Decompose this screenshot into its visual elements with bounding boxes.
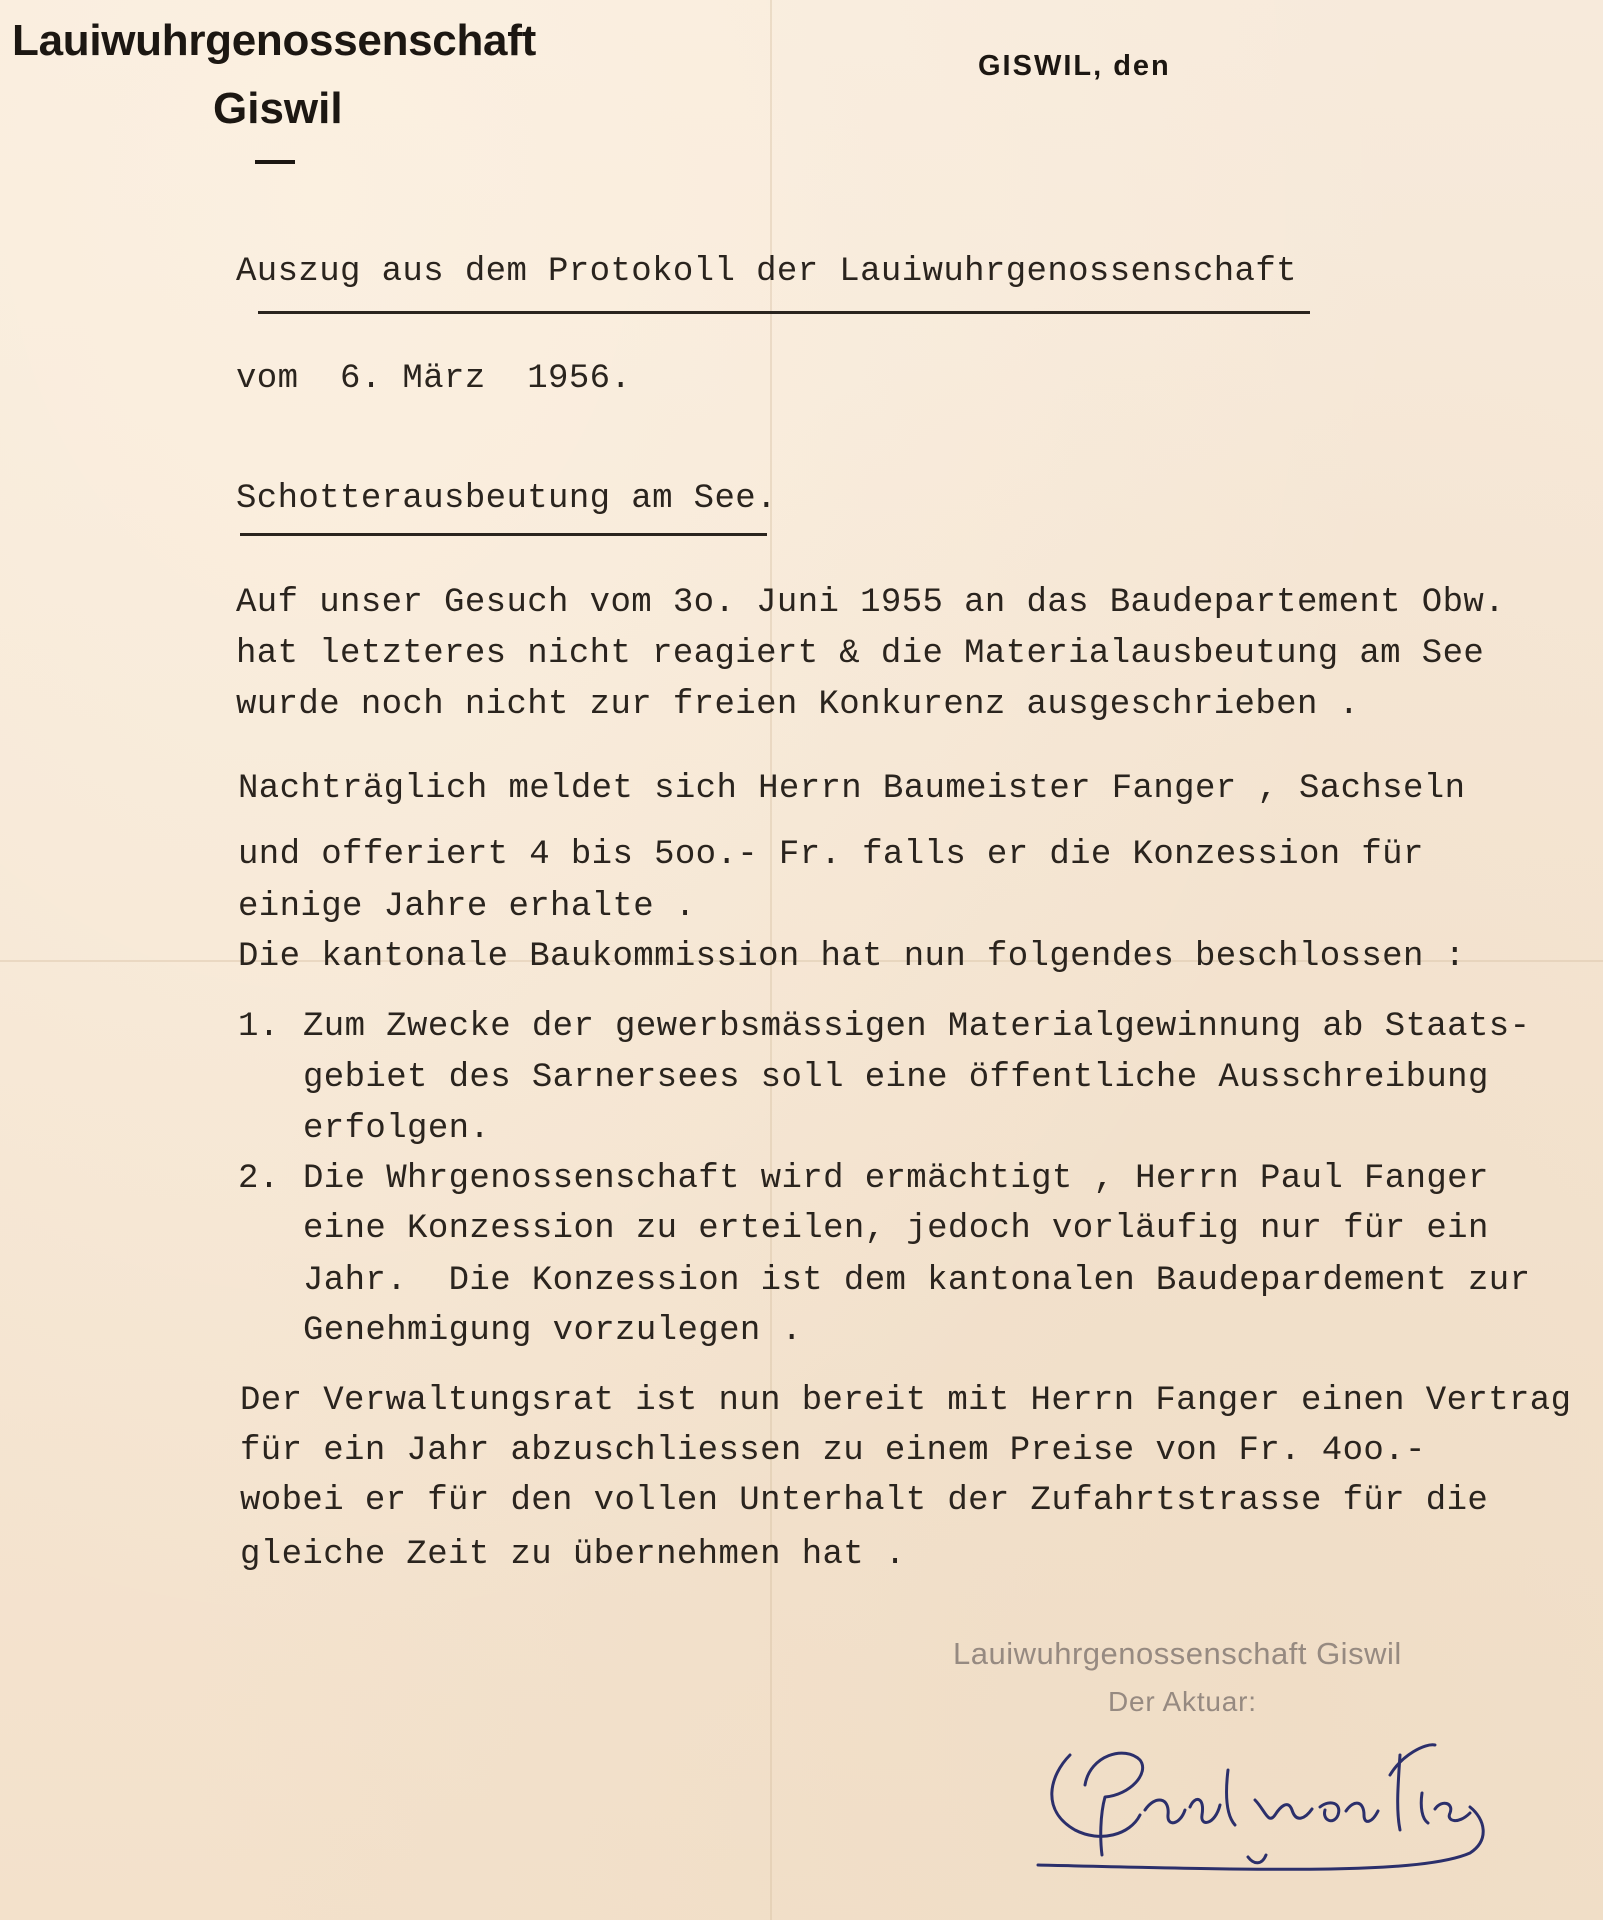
document-date: vom 6. März 1956. [236,360,632,398]
resolution-number: 2. [238,1160,280,1198]
resolution-line: Die Whrgenossenschaft wird ermächtigt , Herrn Paul Fanger [303,1160,1489,1198]
paragraph2-line: Die kantonale Baukommission hat nun folgendes beschlossen : [238,938,1466,976]
letterhead-place: Giswil [213,84,343,133]
stamp-organization: Lauiwuhrgenossenschaft Giswil [953,1636,1402,1671]
paragraph2-line: und offeriert 4 bis 5oo.- Fr. falls er die Konzession für [238,836,1424,874]
resolution-line: Zum Zwecke der gewerbsmässigen Materialgewinnung ab Staats- [303,1008,1531,1046]
subject-underline [240,533,767,536]
paragraph2-line: einige Jahre erhalte . [238,888,696,926]
paragraph1-line: hat letzteres nicht reagiert & die Materialausbeutung am See [236,635,1485,673]
paragraph3-line: Der Verwaltungsrat ist nun bereit mit Herrn Fanger einen Vertrag [240,1382,1572,1420]
resolution-line: Genehmigung vorzulegen . [303,1312,803,1350]
letterhead-divider [255,160,295,164]
letterhead-organization: Lauiwuhrgenossenschaft [12,16,536,65]
document-subject: Schotterausbeutung am See. [236,480,777,518]
resolution-line: gebiet des Sarnersees soll eine öffentliche Ausschreibung [303,1059,1489,1097]
resolution-line: erfolgen. [303,1110,491,1148]
stamp-role: Der Aktuar: [1108,1686,1257,1717]
letterhead-date-line: GISWIL, den [978,50,1171,82]
handwritten-signature [1030,1715,1510,1895]
paragraph3-line: gleiche Zeit zu übernehmen hat . [240,1536,906,1574]
paragraph1-line: Auf unser Gesuch vom 3o. Juni 1955 an das Baudepartement Obw. [236,584,1506,622]
paragraph1-line: wurde noch nicht zur freien Konkurenz ausgeschrieben . [236,686,1360,724]
resolution-number: 1. [238,1008,280,1046]
paragraph3-line: für ein Jahr abzuschliessen zu einem Preise von Fr. 4oo.- [240,1432,1426,1470]
paragraph2-line: Nachträglich meldet sich Herrn Baumeister Fanger , Sachseln [238,770,1466,808]
title-underline [258,311,1310,314]
document-title: Auszug aus dem Protokoll der Lauiwuhrgenossenschaft [236,253,1297,291]
paragraph3-line: wobei er für den vollen Unterhalt der Zufahrtstrasse für die [240,1482,1489,1520]
resolution-line: eine Konzession zu erteilen, jedoch vorläufig nur für ein [303,1210,1489,1248]
resolution-line: Jahr. Die Konzession ist dem kantonalen Baudepardement zur [303,1262,1531,1300]
